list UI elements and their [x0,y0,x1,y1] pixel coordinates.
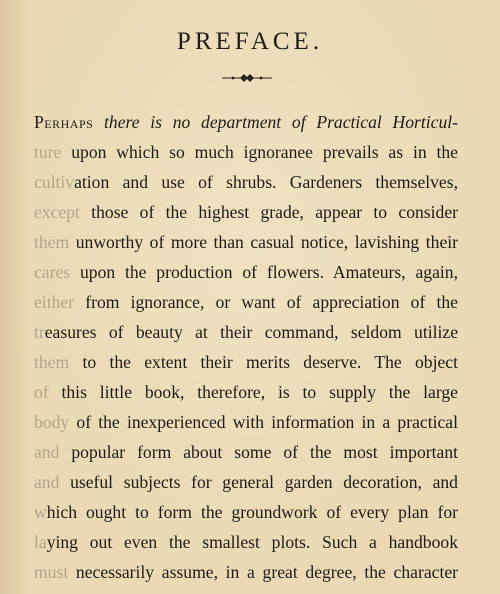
line-text: from ignorance, or want of appreciation of the [85,292,458,312]
text-line-6 [34,259,458,285]
first-word: Perhaps [34,112,94,132]
faded-fragment: body [34,412,70,432]
faded-fragment: either [34,292,75,312]
faded-fragment: w [34,502,47,522]
faded-fragment: and [34,442,60,462]
faded-fragment: ture [34,142,62,162]
text-line-10 [34,379,458,405]
line-text: unworthy of more than casual notice, lavishing their [75,232,458,252]
text-line-5 [34,229,458,255]
faded-fragment: la [34,532,47,552]
line-text: ying out even the smallest plots. Such a handbook [46,532,458,552]
text-line-9 [34,349,458,375]
faded-fragment: must [34,562,69,582]
faded-fragment: cultiv [34,172,75,192]
text-line-1 [34,109,458,135]
faded-fragment: of [34,382,49,402]
line-text: necessarily assume, in a great degree, the character [75,562,459,582]
faded-fragment: them [34,232,70,252]
faded-fragment: except [34,202,80,222]
text-line-11 [34,409,458,435]
line-text: hich ought to form the groundwork of every plan for [46,502,458,522]
faded-fragment: them [34,352,70,372]
line-text: useful subjects for general garden decoration, and [70,472,458,492]
faded-fragment: tr [34,322,45,342]
text-line-7 [34,289,458,315]
faded-fragment: and [34,472,60,492]
page-title: PREFACE. [176,28,324,55]
text-line-12 [34,439,458,465]
text-line-13 [34,469,458,495]
line-text: popular form about some of the most important [71,442,459,462]
faded-fragment: cares [34,262,71,282]
text-line-15 [34,529,458,555]
ornament-divider-icon [222,72,272,84]
first-line-text: there is no department of Practical Horticul- [104,112,458,132]
text-line-4 [34,199,458,225]
line-text: ation and use of shrubs. Gardeners themselves, [74,172,458,192]
text-line-2 [34,139,458,165]
line-text: this little book, therefore, is to supply the large [61,382,458,402]
line-text: upon which so much ignoranee prevails as in the [71,142,458,162]
line-text: upon the production of flowers. Amateurs, again, [79,262,458,282]
text-line-14 [34,499,458,525]
line-text: of the inexperienced with information in a practical [76,412,458,432]
line-text: to the extent their merits deserve. The object [82,352,458,372]
text-line-16 [34,559,458,585]
line-text: easures of beauty at their command, seldom utilize [44,322,458,342]
line-text: those of the highest grade, appear to consider [91,202,458,222]
text-line-8 [34,319,458,345]
text-line-3 [34,169,458,195]
